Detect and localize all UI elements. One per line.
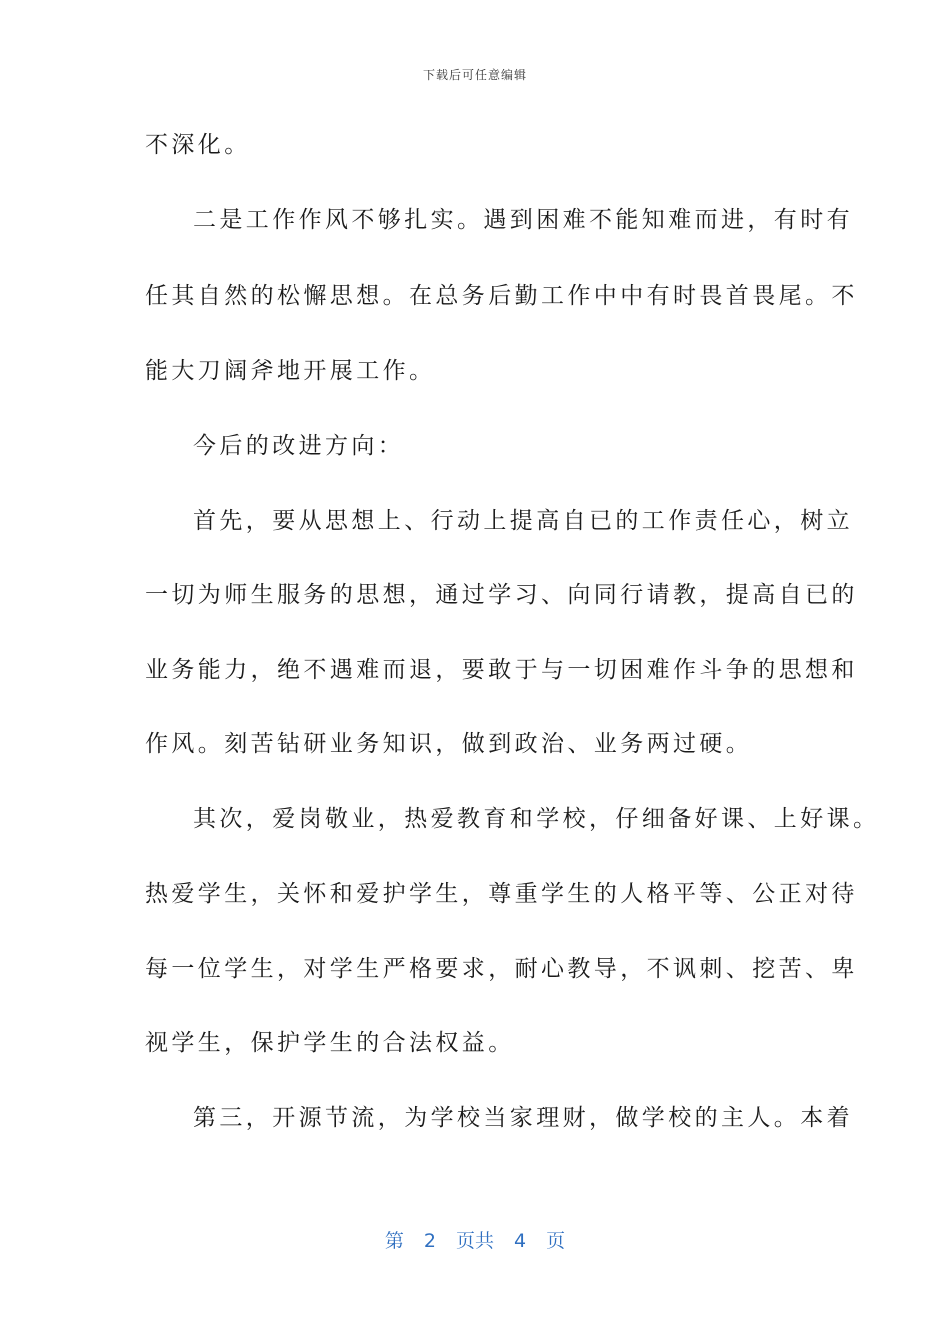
current-page-number: 2 [423, 1230, 436, 1252]
text-line: 一切为师生服务的思想，通过学习、向同行请教，提高自已的 [145, 582, 858, 608]
text-line: 任其自然的松懈思想。在总务后勤工作中中有时畏首畏尾。不 [145, 283, 858, 309]
paragraph-start-line: 二是工作作风不够扎实。遇到困难不能知难而进，有时有 [193, 207, 853, 233]
page-header: 下载后可任意编辑 [422, 68, 527, 82]
footer-prefix: 第 [384, 1230, 404, 1252]
text-line: 视学生，保护学生的合法权益。 [145, 1030, 515, 1056]
section-heading: 今后的改进方向： [193, 433, 405, 459]
total-pages-number: 4 [514, 1230, 527, 1252]
text-line: 能大刀阔斧地开展工作。 [145, 358, 436, 384]
text-line: 业务能力，绝不遇难而退，要敢于与一切困难作斗争的思想和 [145, 657, 858, 683]
paragraph-start-line: 其次，爱岗敬业，热爱教育和学校，仔细备好课、上好课。 [193, 806, 880, 832]
paragraph-start-line: 首先，要从思想上、行动上提高自已的工作责任心，树立 [193, 508, 853, 534]
footer-middle: 页共 [455, 1230, 494, 1252]
text-line: 不深化。 [145, 132, 251, 158]
text-line: 作风。刻苦钻研业务知识，做到政治、业务两过硬。 [145, 731, 753, 757]
footer-suffix: 页 [546, 1230, 566, 1252]
paragraph-start-line: 第三，开源节流，为学校当家理财，做学校的主人。本着 [193, 1105, 853, 1131]
text-line: 每一位学生，对学生严格要求，耐心教导，不讽刺、挖苦、卑 [145, 956, 858, 982]
page-footer [0, 1226, 950, 1253]
text-line: 热爱学生，关怀和爱护学生，尊重学生的人格平等、公正对待 [145, 881, 858, 907]
